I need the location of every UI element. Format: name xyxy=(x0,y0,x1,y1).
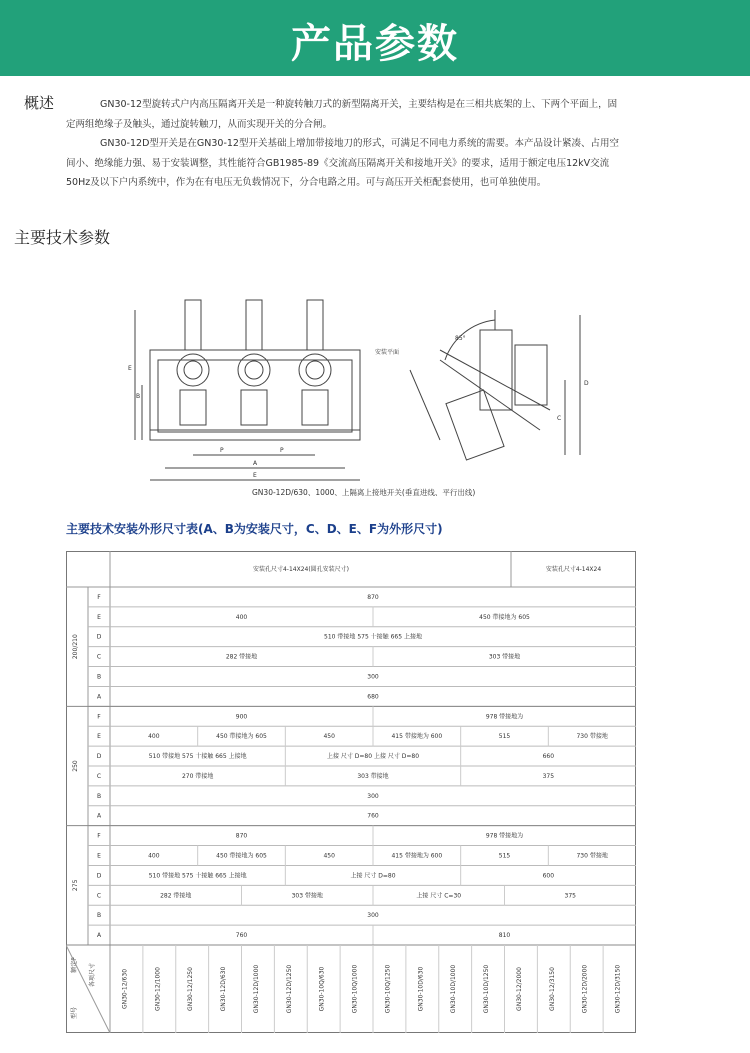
header-note-right: 安装孔尺寸4-14X24 xyxy=(545,566,602,573)
table-cell: 600 xyxy=(542,872,555,880)
switch-technical-drawing xyxy=(110,290,630,490)
table-cell: 730 带接地 xyxy=(576,733,608,741)
table-border xyxy=(67,552,636,1033)
corner-label-dims: 各项尺寸 xyxy=(89,962,96,988)
header-banner xyxy=(0,0,750,76)
table-cell: 978 带接地为 xyxy=(485,713,524,721)
row-key-f: F xyxy=(97,832,101,840)
table-cell: 660 xyxy=(542,753,555,761)
group-label-0: 200/210 xyxy=(72,634,79,660)
dim-label-b: B xyxy=(136,393,141,400)
table-cell: 450 xyxy=(323,852,335,860)
drawing-caption: GN30-12D/630、1000、上隔离上接地开关(垂直进线、平行出线) xyxy=(252,488,476,497)
table-cell: 270 带接地 xyxy=(181,772,214,780)
install-plane-label: 安装平面 xyxy=(375,349,400,356)
angle-label: 85° xyxy=(455,335,466,342)
table-cell: 303 带接地 xyxy=(291,892,323,900)
table-cell: 300 xyxy=(367,792,379,800)
group-label-1: 250 xyxy=(72,760,79,772)
row-key-c: C xyxy=(96,653,102,661)
row-key-d: D xyxy=(96,872,102,880)
table-cell: 300 xyxy=(367,673,379,681)
table-cell: 303 带接地 xyxy=(357,772,389,780)
dim-label-d: D xyxy=(584,380,589,387)
table-cell: 282 带接地 xyxy=(225,653,258,661)
page-title: 产品参数 xyxy=(291,21,459,67)
main-params-label: 主要技术参数 xyxy=(14,228,111,247)
overview-label: 概述 xyxy=(24,94,55,112)
dimension-table xyxy=(66,551,636,1033)
table-cell: 870 xyxy=(235,832,248,840)
row-key-e: E xyxy=(97,733,101,741)
table-cell: 375 xyxy=(542,772,555,780)
table-cell: 300 xyxy=(367,912,379,920)
table-cell: 510 带接地 575 十接触 665 上接地 xyxy=(148,872,247,880)
row-key-b: B xyxy=(96,792,102,800)
table-cell: 282 带接地 xyxy=(160,892,192,900)
model-label: GN30-12/630 xyxy=(121,968,129,1010)
corner-label-model: 型号 xyxy=(71,1006,78,1020)
model-label: GN30-12D/1250 xyxy=(285,964,293,1014)
table-cell: 730 带接地 xyxy=(576,852,608,860)
dim-label-p2: P xyxy=(280,447,284,454)
row-key-b: B xyxy=(96,673,102,681)
table-cell: 450 带接地为 605 xyxy=(216,733,267,741)
table-cell: 900 xyxy=(235,713,248,721)
paragraph-1-text: GN30-12型旋转式户内高压隔离开关是一种旋转触刀式的新型隔离开关，主要结构是在三相共底架的上、下两个平面上，固定两组绝缘子及触头，通过旋转触刀，从而实现开关的分合闸。 xyxy=(66,99,618,130)
model-label: GN30-12D/2000 xyxy=(581,964,589,1014)
model-label: GN30-10D/1250 xyxy=(483,964,491,1014)
model-label: GN30-12/2000 xyxy=(515,967,523,1011)
table-cell: 上接 尺寸 D=80 xyxy=(350,872,396,880)
model-label: GN30-12D/630 xyxy=(220,966,228,1012)
table-cell: 375 xyxy=(564,892,576,900)
table-cell: 400 xyxy=(235,613,248,621)
table-title: 主要技术安装外形尺寸表(A、B为安装尺寸，C、D、E、F为外形尺寸) xyxy=(66,522,443,536)
group-label-2: 275 xyxy=(72,879,79,892)
row-key-a: A xyxy=(96,812,102,820)
corner-label-rated: 额定P xyxy=(71,957,78,973)
row-key-c: C xyxy=(96,772,102,780)
table-cell: 515 xyxy=(498,852,511,860)
model-label: GN30-10Q/1000 xyxy=(351,964,359,1014)
model-label: GN30-12/1000 xyxy=(154,967,162,1011)
table-cell: 760 xyxy=(235,932,248,940)
row-key-c: C xyxy=(96,892,102,900)
row-key-f: F xyxy=(97,713,101,721)
table-cell: 400 xyxy=(148,733,160,741)
table-cell: 415 带接地为 600 xyxy=(391,733,443,741)
table-cell: 978 带接地为 xyxy=(485,832,524,840)
model-label: GN30-10Q/630 xyxy=(318,966,326,1012)
table-cell: 450 xyxy=(323,733,335,741)
model-label: GN30-10D/630 xyxy=(417,966,425,1012)
table-cell: 上接 尺寸 C=30 xyxy=(416,892,462,900)
row-key-a: A xyxy=(96,693,102,701)
dim-label-p1: P xyxy=(220,447,224,454)
row-key-e: E xyxy=(97,852,101,860)
dim-label-c: C xyxy=(557,415,562,422)
overview-paragraph-1 xyxy=(66,95,626,134)
table-cell: 303 带接地 xyxy=(488,653,521,661)
table-cell: 760 xyxy=(367,812,379,820)
model-label: GN30-12/1250 xyxy=(187,967,195,1011)
row-key-e: E xyxy=(97,613,101,621)
table-cell: 810 xyxy=(498,932,511,940)
table-cell: 450 带接地为 605 xyxy=(216,852,267,860)
table-cell: 400 xyxy=(148,852,160,860)
dim-label-e-bottom: E xyxy=(253,472,257,479)
dim-label-a: A xyxy=(253,460,258,467)
table-cell: 515 xyxy=(498,733,511,741)
row-key-b: B xyxy=(96,912,102,920)
row-key-a: A xyxy=(96,932,102,940)
table-cell: 415 带接地为 600 xyxy=(391,852,443,860)
paragraph-2-text: GN30-12D型开关是在GN30-12型开关基础上增加带接地刀的形式，可满足不同电力系统的需要。本产品设计紧凑、占用空间小、绝缘能力强、易于安装调整，其性能符合GB1985-89《交流高压隔离开关和接地开关》的要求，适用于额定电压12kV交流50Hz及以下户内系统中，作为在有电压无负载情况下，分合电路之用。可与高压开关柜配套使用，也可单独使用。 xyxy=(66,138,619,188)
model-label: GN30-10Q/1250 xyxy=(384,964,392,1014)
model-label: GN30-12D/3150 xyxy=(614,964,622,1014)
table-cell: 510 带接地 575 十接触 665 上接地 xyxy=(324,633,422,641)
overview-paragraph-2 xyxy=(66,134,626,193)
table-cell: 870 xyxy=(367,593,379,601)
row-key-d: D xyxy=(96,753,102,761)
row-key-f: F xyxy=(97,593,101,601)
model-label: GN30-10D/1000 xyxy=(450,964,458,1014)
header-note-left: 安装孔尺寸4-14X24(圆孔安装尺寸) xyxy=(252,566,350,573)
model-label: GN30-12/3150 xyxy=(548,967,556,1011)
row-key-d: D xyxy=(96,633,102,641)
model-label: GN30-12D/1000 xyxy=(252,964,260,1014)
table-cell: 450 带接地为 605 xyxy=(479,613,530,621)
dim-label-e: E xyxy=(128,365,132,372)
table-cell: 上接 尺寸 D=80 上接 尺寸 D=80 xyxy=(326,753,420,761)
table-cell: 680 xyxy=(367,693,379,701)
table-cell: 510 带接地 575 十接触 665 上接地 xyxy=(148,753,247,761)
